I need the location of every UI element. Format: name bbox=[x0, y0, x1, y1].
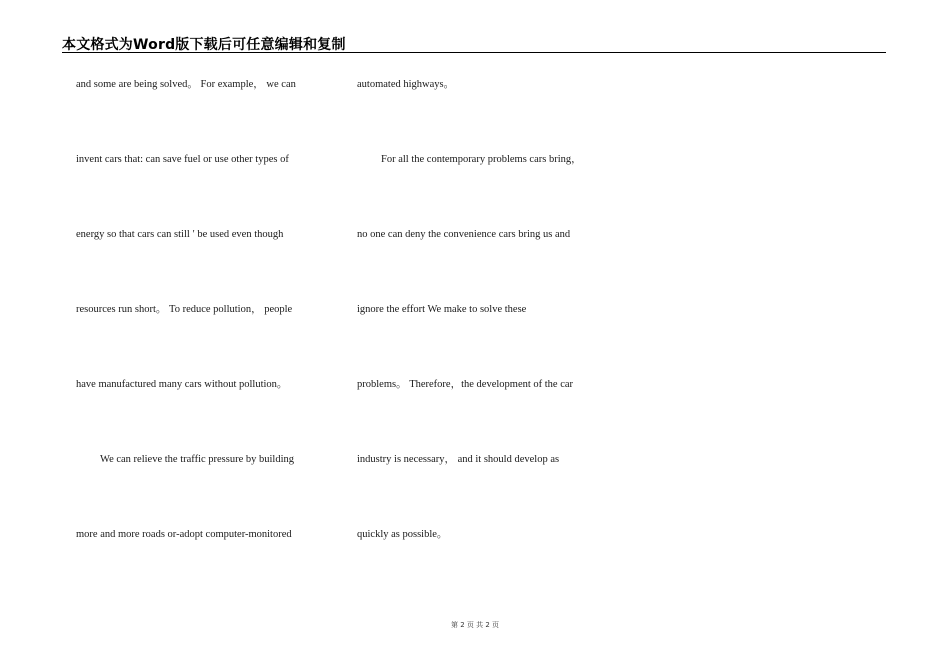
text-line: invent cars that: can save fuel or use other types of bbox=[76, 154, 289, 165]
text-line: resources run short。 To reduce pollution， people bbox=[76, 304, 293, 315]
text-line: automated highways。 bbox=[357, 79, 455, 90]
text-line: have manufactured many cars without pollution。 bbox=[76, 379, 288, 390]
text-line: We can relieve the traffic pressure by building bbox=[100, 454, 295, 465]
text-line: energy so that cars can still ′ be used even though bbox=[76, 229, 284, 240]
text-line: For all the contemporary problems cars bring， bbox=[381, 154, 582, 165]
text-line: industry is necessary， and it should develop as bbox=[357, 454, 560, 465]
text-line: more and more roads or-adopt computer-monitored bbox=[76, 529, 292, 540]
page-header-title: 本文格式为Word版下载后可任意编辑和复制 bbox=[62, 37, 346, 53]
header-divider bbox=[62, 52, 886, 53]
page-number-footer: 第 2 页 共 2 页 bbox=[450, 621, 500, 629]
text-line: problems。 Therefore，the development of the car bbox=[357, 379, 574, 390]
text-column-right bbox=[357, 75, 617, 600]
text-column-left bbox=[76, 75, 336, 600]
text-line: ignore the effort We make to solve these bbox=[357, 304, 527, 315]
text-line: no one can deny the convenience cars bring us and bbox=[357, 229, 571, 240]
text-line: and some are being solved。 For example， we can bbox=[76, 79, 296, 90]
text-line: quickly as possible。 bbox=[357, 529, 448, 540]
